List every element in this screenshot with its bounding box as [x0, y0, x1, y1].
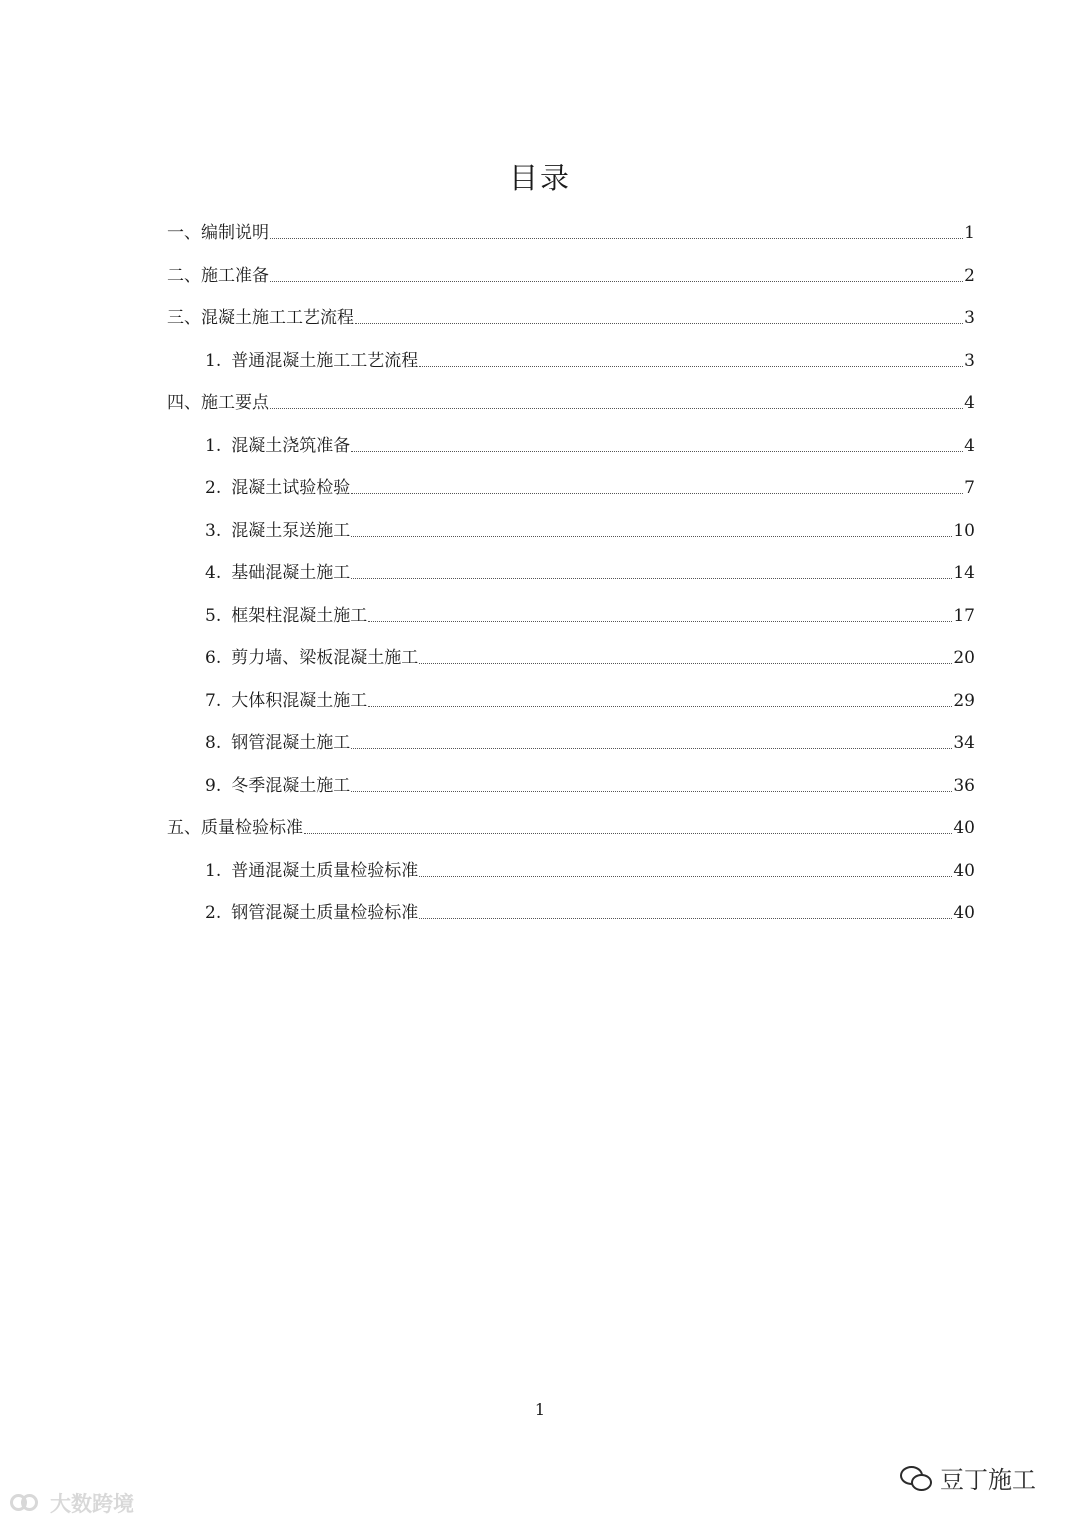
- toc-leader-dots: [351, 451, 963, 452]
- toc-leader-dots: [270, 238, 963, 239]
- toc-entry-text: 基础混凝土施工: [231, 563, 351, 583]
- toc-entry-number: 6.: [205, 648, 222, 668]
- toc-entry-text: 混凝土泵送施工: [231, 520, 351, 541]
- toc-entry-page: 40: [953, 860, 975, 881]
- toc-entry-number: 1.: [205, 350, 222, 371]
- toc-entry[interactable]: [205, 512, 975, 542]
- toc-entry-number: 3.: [205, 520, 222, 541]
- toc-leader-dots: [419, 918, 952, 919]
- toc-entry[interactable]: [205, 427, 975, 457]
- toc-leader-dots: [368, 706, 952, 707]
- toc-entry-text: 剪力墙、梁板混凝土施工: [231, 648, 419, 668]
- toc-entry-text: 框架柱混凝土施工: [231, 605, 368, 626]
- toc-entry-label: [205, 477, 350, 499]
- watermark-right: [900, 1460, 1036, 1495]
- toc-entry-label: [167, 307, 354, 329]
- toc-entry-page: 40: [953, 818, 975, 838]
- toc-entry-number: 4.: [205, 563, 222, 583]
- toc-entry-page: 4: [964, 435, 975, 456]
- toc-entry-text: 钢管混凝土质量检验标准: [231, 903, 419, 923]
- toc-entry[interactable]: [167, 214, 975, 244]
- toc-entry[interactable]: [205, 342, 975, 372]
- toc-entry-label: [205, 435, 350, 457]
- toc-entry-number: 1.: [205, 860, 222, 881]
- toc-entry-text: 大体积混凝土施工: [231, 690, 368, 711]
- toc-entry-text: 冬季混凝土施工: [231, 775, 351, 796]
- toc-entry-page: 17: [953, 605, 975, 626]
- toc-entry[interactable]: [205, 597, 975, 627]
- toc-entry-text: 一、编制说明: [167, 223, 269, 243]
- toc-entry[interactable]: [205, 639, 975, 669]
- toc-entry[interactable]: [167, 384, 975, 414]
- toc-entry-label: [205, 520, 350, 542]
- toc-entry-label: [205, 690, 367, 712]
- toc-entry-label: [167, 817, 303, 839]
- toc-leader-dots: [351, 493, 963, 494]
- toc-leader-dots: [419, 366, 963, 367]
- toc-entry-number: 5.: [205, 605, 222, 626]
- toc-entry-number: 8.: [205, 733, 222, 753]
- toc-leader-dots: [419, 876, 952, 877]
- toc-entry-page: 4: [964, 393, 975, 413]
- toc-entry-page: 40: [953, 903, 975, 923]
- toc-entry-page: 1: [964, 223, 975, 243]
- toc-entry-text: 混凝土浇筑准备: [231, 435, 351, 456]
- toc-entry-text: 四、施工要点: [167, 393, 269, 413]
- toc-entry-label: [205, 902, 418, 924]
- toc-entry-label: [167, 265, 269, 287]
- toc-entry-number: 2.: [205, 903, 222, 923]
- toc-entry-number: 9.: [205, 775, 222, 796]
- toc-entry-page: 20: [953, 648, 975, 668]
- toc-leader-dots: [368, 621, 952, 622]
- toc-entry-label: [205, 605, 367, 627]
- toc-entry-number: 1.: [205, 435, 222, 456]
- toc-entry-page: 3: [964, 350, 975, 371]
- toc-leader-dots: [270, 281, 963, 282]
- toc-entry-text: 钢管混凝土施工: [231, 733, 351, 753]
- toc-entry-label: [205, 647, 418, 669]
- toc-entry-text: 五、质量检验标准: [167, 818, 303, 838]
- toc-entry-text: 普通混凝土质量检验标准: [231, 860, 419, 881]
- toc-leader-dots: [351, 748, 952, 749]
- toc-entry[interactable]: [205, 894, 975, 924]
- toc-entry-label: [205, 775, 350, 797]
- toc-leader-dots: [270, 408, 963, 409]
- weibo-icon: [10, 1492, 44, 1514]
- toc-leader-dots: [419, 663, 952, 664]
- toc-entry-page: 29: [953, 690, 975, 711]
- toc-entry-label: [205, 732, 350, 754]
- toc-entry-label: [205, 562, 350, 584]
- toc-entry-label: [205, 860, 418, 882]
- toc-entry-label: [205, 350, 418, 372]
- toc-entry-text: 二、施工准备: [167, 265, 269, 286]
- toc-entry[interactable]: [167, 257, 975, 287]
- toc-entry-page: 14: [953, 563, 975, 583]
- toc-entry[interactable]: [205, 852, 975, 882]
- wechat-icon: [900, 1464, 932, 1492]
- page-title: 目录: [508, 161, 571, 195]
- toc-entry[interactable]: [205, 554, 975, 584]
- toc-entry-text: 混凝土试验检验: [231, 478, 351, 498]
- toc-leader-dots: [355, 323, 963, 324]
- toc-entry[interactable]: [167, 809, 975, 839]
- watermark-right-text: 豆丁施工: [940, 1466, 1036, 1494]
- toc-entry-page: 2: [964, 265, 975, 286]
- toc-entry-page: 7: [964, 478, 975, 498]
- watermark-left: [10, 1488, 134, 1518]
- toc-entry-number: 7.: [205, 690, 222, 711]
- toc-entry[interactable]: [205, 682, 975, 712]
- toc-entry-label: [167, 392, 269, 414]
- toc-leader-dots: [351, 536, 952, 537]
- toc-entry-page: 34: [953, 733, 975, 753]
- toc-entry-page: 3: [964, 308, 975, 328]
- toc-leader-dots: [304, 833, 952, 834]
- toc-entry-text: 普通混凝土施工工艺流程: [231, 350, 419, 371]
- toc-entry[interactable]: [167, 299, 975, 329]
- toc-entry-text: 三、混凝土施工工艺流程: [167, 308, 354, 328]
- toc-entry-number: 2.: [205, 478, 222, 498]
- toc-leader-dots: [351, 578, 952, 579]
- watermark-left-text: 大数跨境: [50, 1492, 134, 1516]
- toc-entry[interactable]: [205, 724, 975, 754]
- toc-leader-dots: [351, 791, 952, 792]
- toc-entry[interactable]: [205, 469, 975, 499]
- page-number: 1: [534, 1400, 546, 1419]
- toc-entry-label: [167, 222, 269, 244]
- toc-entry-page: 36: [953, 775, 975, 796]
- toc-entry-page: 10: [953, 520, 975, 541]
- toc-entry[interactable]: [205, 767, 975, 797]
